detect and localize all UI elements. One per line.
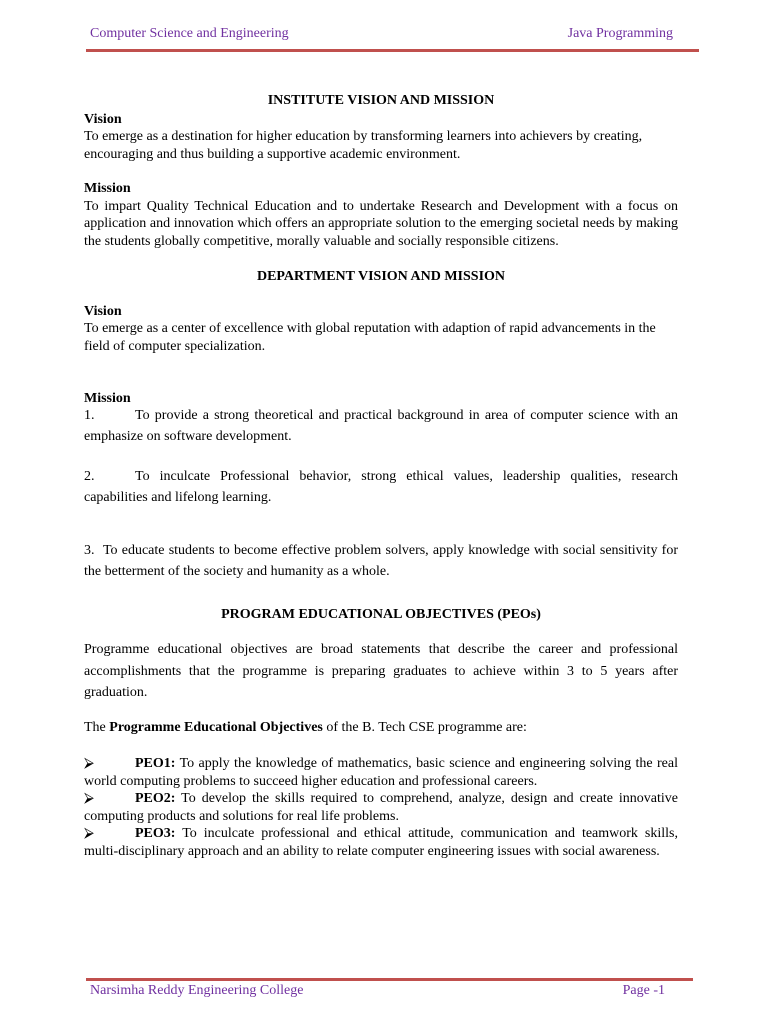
- department-mission-item: [84, 405, 678, 447]
- footer-rule: [86, 978, 693, 981]
- header-course: Java Programming: [567, 26, 673, 41]
- header-rule: [86, 49, 699, 52]
- arrowhead-bullet-icon: ⮚: [84, 826, 94, 841]
- peo-lead: [84, 719, 678, 737]
- page-footer: [90, 983, 665, 1003]
- peo-text: To apply the knowledge of mathematics, basic science and engineering solving the real world computing problems to succeed higher education and professional careers.: [84, 756, 678, 789]
- mission-number: 1.: [84, 407, 95, 423]
- department-vision-text: To emerge as a center of excellence with global reputation with adaption of rapid advancements in the field of computer specialization.: [84, 321, 656, 354]
- institute-vision-text: To emerge as a destination for higher education by transforming learners into achievers by creating, encouraging and thus building a supportive academic environment.: [84, 129, 643, 162]
- mission-number: 3.: [84, 542, 95, 558]
- mission-number: 2.: [84, 468, 95, 484]
- peo-title: PROGRAM EDUCATIONAL OBJECTIVES (PEOs): [221, 606, 541, 622]
- institute-mission-label: Mission: [84, 181, 131, 196]
- peo-item: [84, 825, 678, 860]
- peo-item: [84, 790, 678, 825]
- department-mission-item: [84, 466, 678, 508]
- peo-text: To inculcate professional and ethical attitude, communication and teamwork skills, multi-disciplinary approach and an ability to relate computer engineering issues with social awareness.: [84, 826, 678, 859]
- peo-item: [84, 755, 678, 790]
- institute-mission-text: To impart Quality Technical Education and to undertake Research and Development with a focus on application and innovation which offers an appropriate solution to the emerging societal needs by making the students globally competitive, morally valuable and socially responsible citizens.: [84, 198, 678, 249]
- institute-vision-label: Vision: [84, 111, 122, 127]
- department-mission-label: Mission: [84, 391, 131, 406]
- page-content: [84, 92, 678, 860]
- peo-intro: Programme educational objectives are broad statements that describe the career and professional accomplishments that the programme is preparing graduates to achieve within 3 to 5 years after graduation.: [84, 642, 678, 700]
- peo-label: PEO3:: [135, 826, 176, 841]
- mission-text: To inculcate Professional behavior, strong ethical values, leadership qualities, research capabilities and lifelong learning.: [84, 468, 678, 505]
- peo-lead-pre: The: [84, 719, 110, 735]
- peo-text: To develop the skills required to comprehend, analyze, design and create innovative computing products and solutions for real life problems.: [84, 791, 678, 824]
- institute-title: INSTITUTE VISION AND MISSION: [267, 93, 495, 108]
- peo-lead-bold: Programme Educational Objectives: [109, 719, 323, 735]
- peo-label: PEO2:: [135, 791, 176, 806]
- peo-lead-post: of the B. Tech CSE programme are:: [322, 719, 527, 735]
- arrowhead-bullet-icon: ⮚: [84, 756, 94, 771]
- peo-label: PEO1:: [135, 756, 176, 771]
- footer-college: Narsimha Reddy Engineering College: [90, 983, 304, 998]
- arrowhead-bullet-icon: ⮚: [84, 791, 94, 806]
- header-department: Computer Science and Engineering: [90, 26, 289, 41]
- mission-text: To educate students to become effective problem solvers, apply knowledge with social sensitivity for the betterment of the society and humanity as a whole.: [84, 542, 678, 579]
- department-mission-item: [84, 540, 678, 582]
- footer-page-number: Page -1: [622, 983, 665, 998]
- department-vision-label: Vision: [84, 303, 122, 319]
- page-header: [90, 24, 676, 46]
- mission-text: To provide a strong theoretical and practical background in area of computer science with an emphasize on software development.: [84, 407, 678, 444]
- department-title: DEPARTMENT VISION AND MISSION: [256, 269, 506, 284]
